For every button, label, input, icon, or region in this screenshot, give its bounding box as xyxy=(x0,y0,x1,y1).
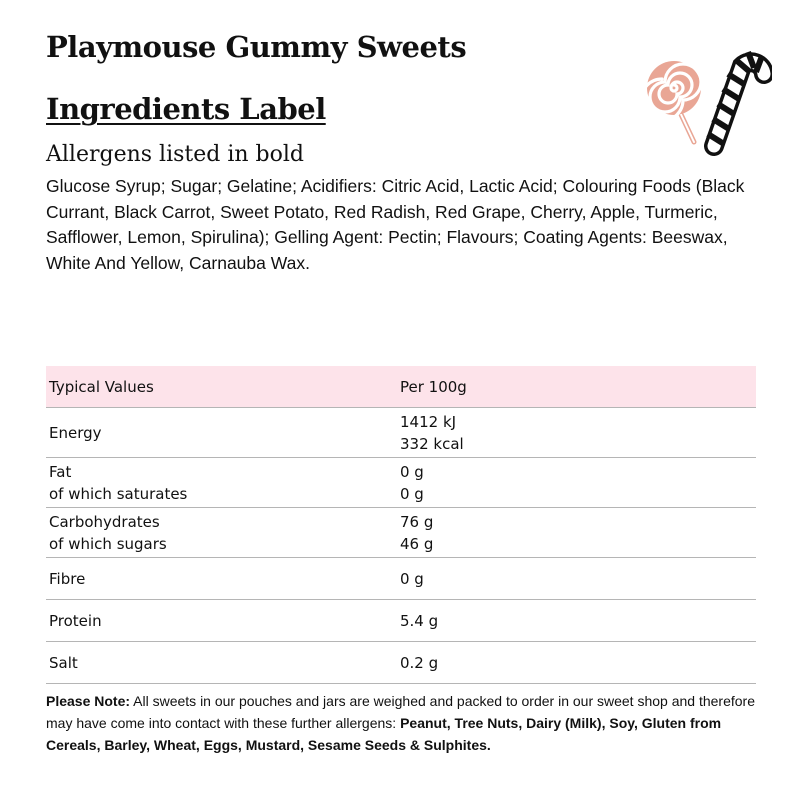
please-note-label: Please Note: xyxy=(46,693,131,709)
energy-label: Energy xyxy=(49,423,102,442)
ingredients-heading: Ingredients Label xyxy=(46,92,326,126)
saturates-label-text: of which saturates xyxy=(49,484,188,503)
fibre-label: Fibre xyxy=(49,569,86,588)
table-row-energy xyxy=(46,408,756,458)
lollipop-icon xyxy=(644,56,708,148)
typical-values-header: Typical Values xyxy=(49,377,154,396)
protein-value: 5.4 g xyxy=(400,611,439,630)
salt-label: Salt xyxy=(49,653,78,672)
carbohydrates-label xyxy=(46,511,400,555)
energy-value xyxy=(400,411,756,455)
fat-label xyxy=(46,461,400,505)
sugars-value-text: 46 g xyxy=(400,534,434,553)
table-row-fat xyxy=(46,458,756,508)
nutrition-header-row xyxy=(46,366,756,408)
allergen-note: Allergens listed in bold xyxy=(46,142,304,167)
page-title: Playmouse Gummy Sweets xyxy=(46,30,467,64)
per-100g-header: Per 100g xyxy=(400,377,467,396)
energy-kcal: 332 kcal xyxy=(400,434,464,453)
table-row-protein xyxy=(46,600,756,642)
ingredients-text: Glucose Syrup; Sugar; Gelatine; Acidifiers: Citric Acid, Lactic Acid; Colouring Foods (Black Currant, Black Carrot, Sweet Potato, Red Radish, Red Grape, Cherry, Apple, Turmeric, Safflower, Lemon, Spirulina); Gelling Agent: Pectin; Flavours; Coating Agents: Beeswax, White And Yellow, Carnauba Wax. xyxy=(46,176,745,273)
saturates-value-text: 0 g xyxy=(400,484,424,503)
table-row-salt xyxy=(46,642,756,684)
fat-label-text: Fat xyxy=(49,462,72,481)
candy-cane-icon xyxy=(702,30,772,158)
cross-contact-allergens: Peanut, Tree Nuts, Dairy (Milk), Soy, Gluten from Cereals, Barley, Wheat, Eggs, Mustard, Sesame Seeds & Sulphites. xyxy=(46,715,722,753)
fibre-value: 0 g xyxy=(400,569,424,588)
warning-text: All sweets in our pouches and jars are weighed and packed to order in our sweet shop and therefore may have come into contact with these further allergens: xyxy=(46,693,755,731)
carbohydrates-label-text: Carbohydrates xyxy=(49,512,160,531)
carbohydrates-value xyxy=(400,511,756,555)
fat-value-text: 0 g xyxy=(400,462,424,481)
nutrition-table xyxy=(46,366,756,684)
carbohydrates-value-text: 76 g xyxy=(400,512,434,531)
table-row-fibre xyxy=(46,558,756,600)
fat-value xyxy=(400,461,756,505)
salt-value: 0.2 g xyxy=(400,653,439,672)
energy-kj: 1412 kJ xyxy=(400,412,457,431)
table-row-carbohydrates xyxy=(46,508,756,558)
sugars-label-text: of which sugars xyxy=(49,534,167,553)
protein-label: Protein xyxy=(49,611,102,630)
allergen-warning xyxy=(46,690,758,756)
